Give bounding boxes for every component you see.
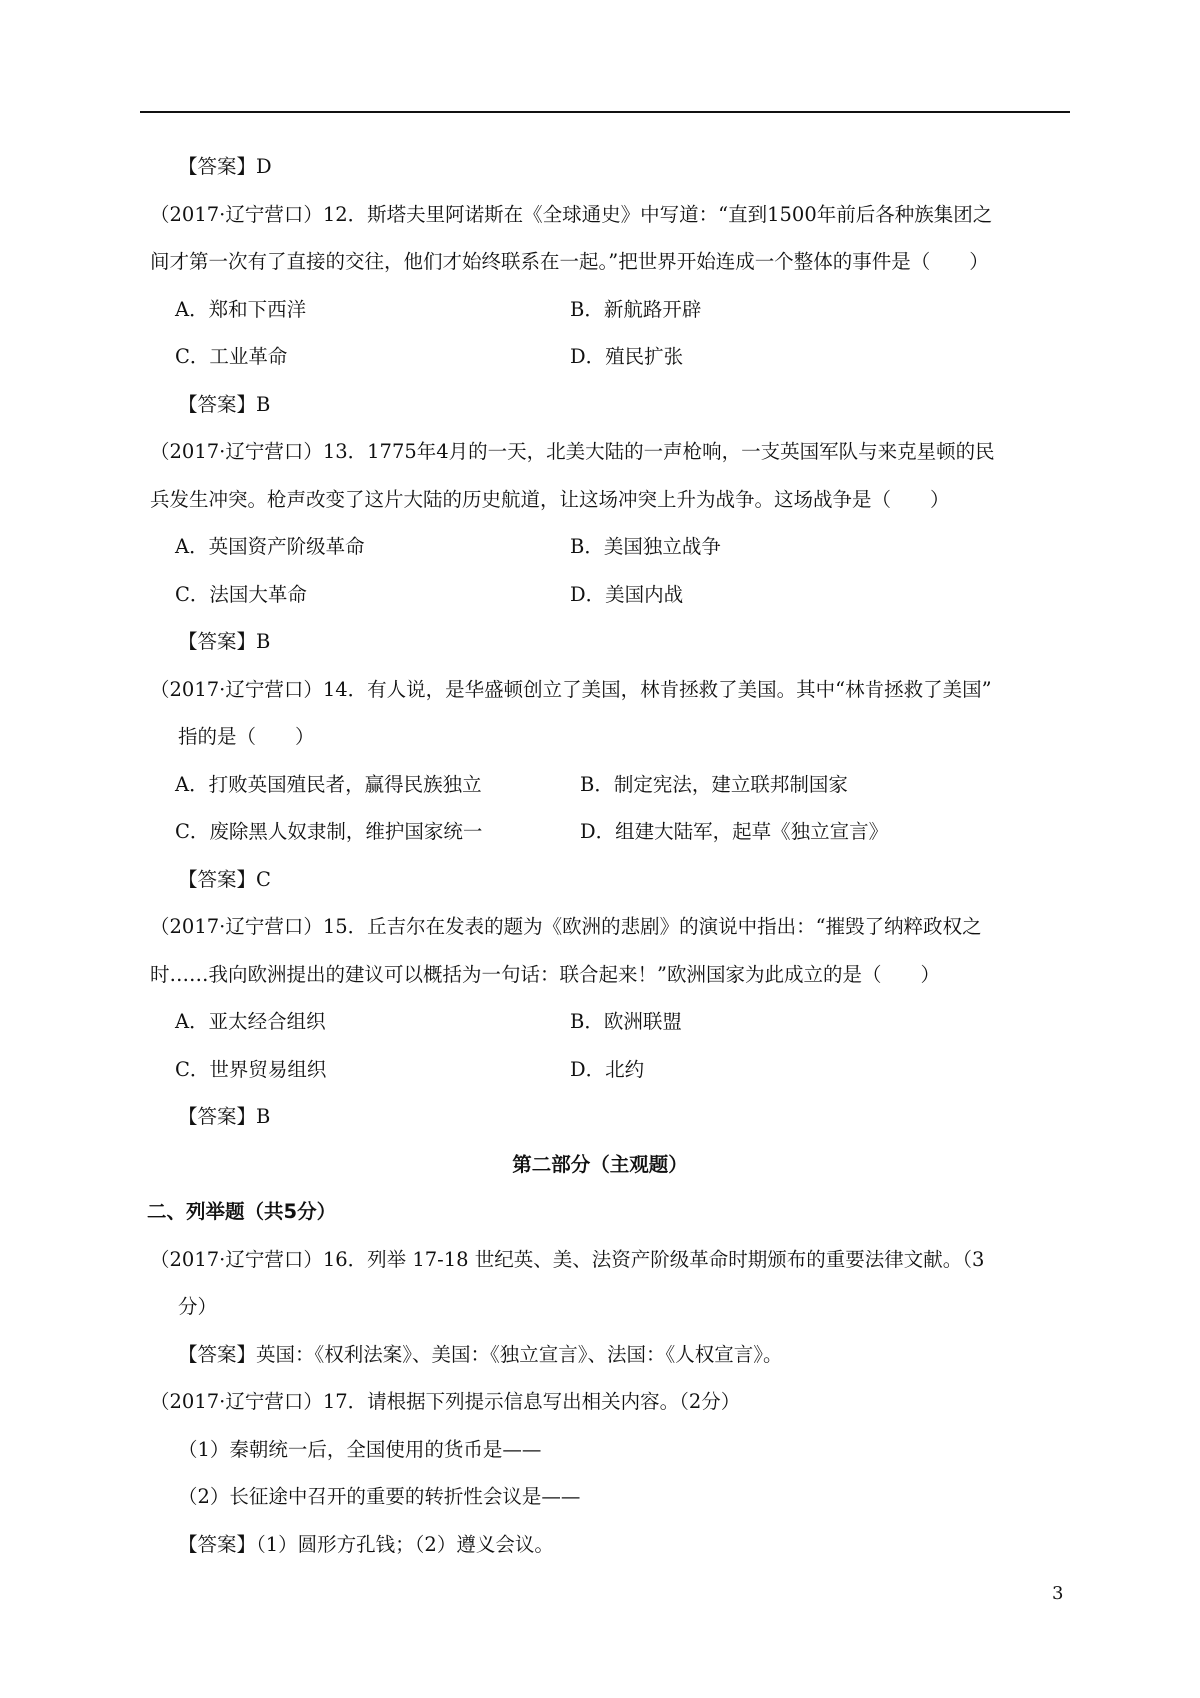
page-number: 3 (1052, 1583, 1064, 1604)
q15-option-d: D．北约 (570, 1058, 645, 1081)
q12-option-c: C．工业革命 (175, 345, 288, 368)
header-rule (140, 111, 1070, 113)
answer-12: 【答案】B (178, 393, 271, 416)
q15-option-a: A．亚太经合组织 (175, 1010, 326, 1033)
section-two-title: 二、列举题（共5分） (147, 1200, 337, 1223)
q13-option-d: D．美国内战 (570, 583, 684, 606)
question-12-line-1: （2017·辽宁营口）12．斯塔夫里阿诺斯在《全球通史》中写道：“直到1500年前后各种族集团之 (150, 203, 993, 226)
question-13-line-2: 兵发生冲突。枪声改变了这片大陆的历史航道，让这场冲突上升为战争。这场战争是（ ） (150, 488, 950, 511)
q12-option-b: B．新航路开辟 (570, 298, 702, 321)
answer-13: 【答案】B (178, 630, 271, 653)
q13-option-b: B．美国独立战争 (570, 535, 721, 558)
q15-option-c: C．世界贸易组织 (175, 1058, 327, 1081)
question-17-sub-2: （2）长征途中召开的重要的转折性会议是—— (178, 1485, 581, 1508)
question-15-line-2: 时……我向欧洲提出的建议可以概括为一句话：联合起来！”欧洲国家为此成立的是（ ） (150, 963, 940, 986)
q14-option-a: A．打败英国殖民者，赢得民族独立 (175, 773, 482, 796)
question-13-line-1: （2017·辽宁营口）13．1775年4月的一天，北美大陆的一声枪响，一支英国军队与来克星顿的民 (150, 440, 995, 463)
answer-17: 【答案】（1）圆形方孔钱；（2）遵义会议。 (178, 1533, 554, 1556)
question-14-line-1: （2017·辽宁营口）14．有人说，是华盛顿创立了美国，林肯拯救了美国。其中“林肯拯救了美国” (150, 678, 992, 701)
part-two-title: 第二部分（主观题） (512, 1153, 688, 1176)
q14-option-c: C．废除黑人奴隶制，维护国家统一 (175, 820, 483, 843)
q13-option-c: C．法国大革命 (175, 583, 307, 606)
question-17-sub-1: （1）秦朝统一后，全国使用的货币是—— (178, 1438, 542, 1461)
q13-option-a: A．英国资产阶级革命 (175, 535, 365, 558)
answer-11: 【答案】D (178, 155, 272, 178)
question-14-line-2: 指的是（ ） (178, 725, 315, 748)
question-12-line-2: 间才第一次有了直接的交往，他们才始终联系在一起。”把世界开始连成一个整体的事件是（ ） (150, 250, 989, 273)
question-15-line-1: （2017·辽宁营口）15．丘吉尔在发表的题为《欧洲的悲剧》的演说中指出：“摧毁了纳粹政权之 (150, 915, 982, 938)
answer-16: 【答案】英国：《权利法案》、美国：《独立宣言》、法国：《人权宣言》。 (178, 1343, 783, 1366)
q14-option-b: B．制定宪法，建立联邦制国家 (580, 773, 848, 796)
question-16-line-2: 分） (178, 1295, 218, 1318)
question-17-line-1: （2017·辽宁营口）17．请根据下列提示信息写出相关内容。（2分） (150, 1390, 741, 1413)
answer-15: 【答案】B (178, 1105, 271, 1128)
answer-14: 【答案】C (178, 868, 271, 891)
q12-option-d: D．殖民扩张 (570, 345, 684, 368)
q12-option-a: A．郑和下西洋 (175, 298, 307, 321)
question-16-line-1: （2017·辽宁营口）16．列举 17-18 世纪英、美、法资产阶级革命时期颁布的重要法律文献。（3 (150, 1248, 985, 1271)
q15-option-b: B．欧洲联盟 (570, 1010, 682, 1033)
q14-option-d: D．组建大陆军，起草《独立宣言》 (580, 820, 889, 843)
